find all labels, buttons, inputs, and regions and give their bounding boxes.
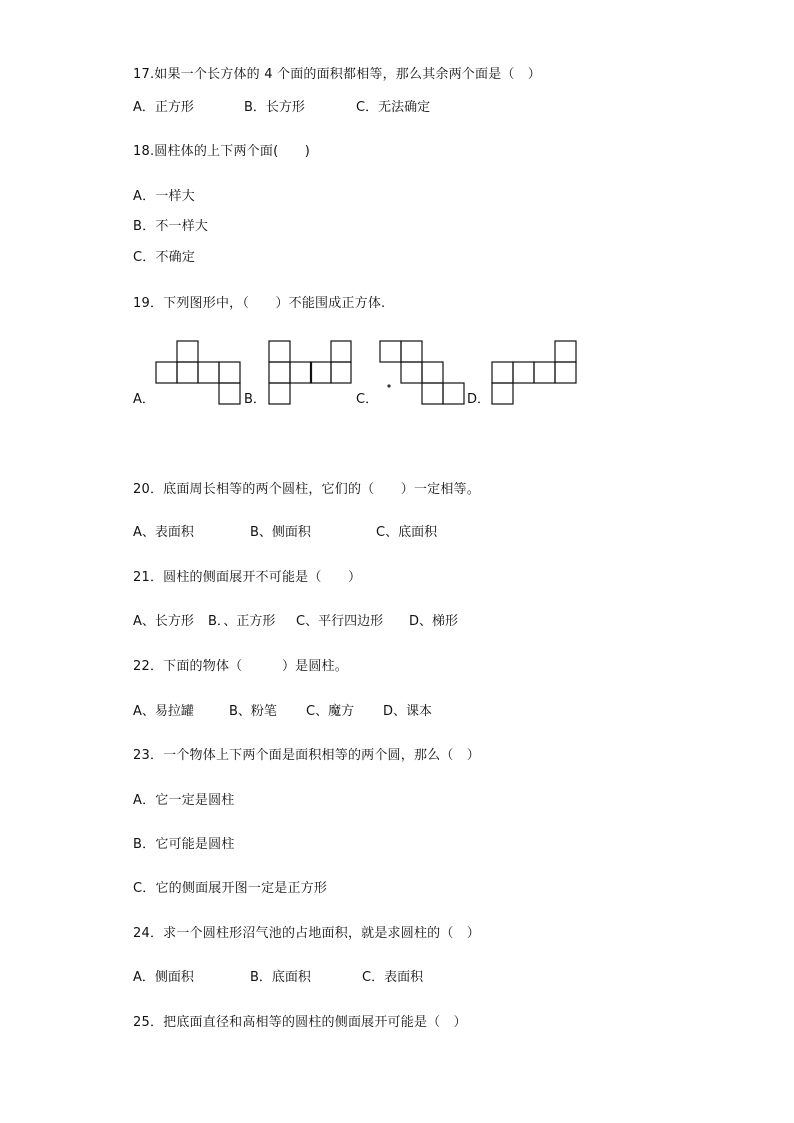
net-c-figure: [380, 341, 464, 404]
q17-option-b[interactable]: B．长方形: [244, 100, 305, 115]
q22-option-d[interactable]: D、课本: [383, 704, 433, 719]
q21-option-d[interactable]: D、梯形: [409, 614, 459, 629]
q17-option-a[interactable]: A．正方形: [133, 100, 194, 115]
net-a-label[interactable]: A．: [133, 392, 155, 407]
q25-stem: 25．把底面直径和高相等的圆柱的侧面展开可能是（ ）: [133, 1015, 467, 1030]
q20-option-a[interactable]: A、表面积: [133, 525, 194, 540]
q17-option-c[interactable]: C．无法确定: [356, 100, 431, 115]
net-d-figure: [492, 341, 576, 404]
q17-stem: 17.如果一个长方体的 4 个面的面积都相等，那么其余两个面是（ ）: [133, 67, 542, 82]
q22-option-b[interactable]: B、粉笔: [229, 704, 277, 719]
q18-option-b[interactable]: B．不一样大: [133, 219, 209, 234]
q21-option-a[interactable]: A、长方形: [133, 614, 194, 629]
q18-stem: 18.圆柱体的上下两个面( ): [133, 144, 311, 159]
cube-nets-figure: [0, 0, 794, 420]
q20-stem: 20．底面周长相等的两个圆柱，它们的（ ）一定相等。: [133, 482, 480, 497]
q24-option-b[interactable]: B．底面积: [250, 970, 311, 985]
q23-option-a[interactable]: A．它一定是圆柱: [133, 793, 235, 808]
q24-stem: 24．求一个圆柱形沼气池的占地面积，就是求圆柱的（ ）: [133, 926, 480, 941]
q22-option-a[interactable]: A、易拉罐: [133, 704, 194, 719]
q21-option-b[interactable]: B．、正方形: [208, 614, 276, 629]
net-b-figure: [269, 341, 351, 404]
net-d-label[interactable]: D．: [467, 392, 491, 407]
q21-stem: 21．圆柱的侧面展开不可能是（ ）: [133, 570, 362, 585]
q20-option-c[interactable]: C、底面积: [376, 525, 438, 540]
q20-option-b[interactable]: B、侧面积: [250, 525, 311, 540]
q18-option-a[interactable]: A．一样大: [133, 189, 195, 204]
net-c-label[interactable]: C．: [356, 392, 379, 407]
q23-option-c[interactable]: C．它的侧面展开图一定是正方形: [133, 881, 328, 896]
net-b-label[interactable]: B．: [244, 392, 266, 407]
q23-option-b[interactable]: B．它可能是圆柱: [133, 837, 235, 852]
q24-option-c[interactable]: C．表面积: [362, 970, 424, 985]
stray-dot: [387, 384, 390, 387]
q21-option-c[interactable]: C、平行四边形: [296, 614, 384, 629]
net-a-figure: [156, 341, 240, 404]
q22-option-c[interactable]: C、魔方: [306, 704, 355, 719]
q22-stem: 22．下面的物体（ ）是圆柱。: [133, 659, 348, 674]
q19-stem: 19．下列图形中，（ ）不能围成正方体.: [133, 296, 386, 311]
q18-option-c[interactable]: C．不确定: [133, 250, 196, 265]
q23-stem: 23．一个物体上下两个面是面积相等的两个圆，那么（ ）: [133, 748, 480, 763]
q24-option-a[interactable]: A．侧面积: [133, 970, 194, 985]
